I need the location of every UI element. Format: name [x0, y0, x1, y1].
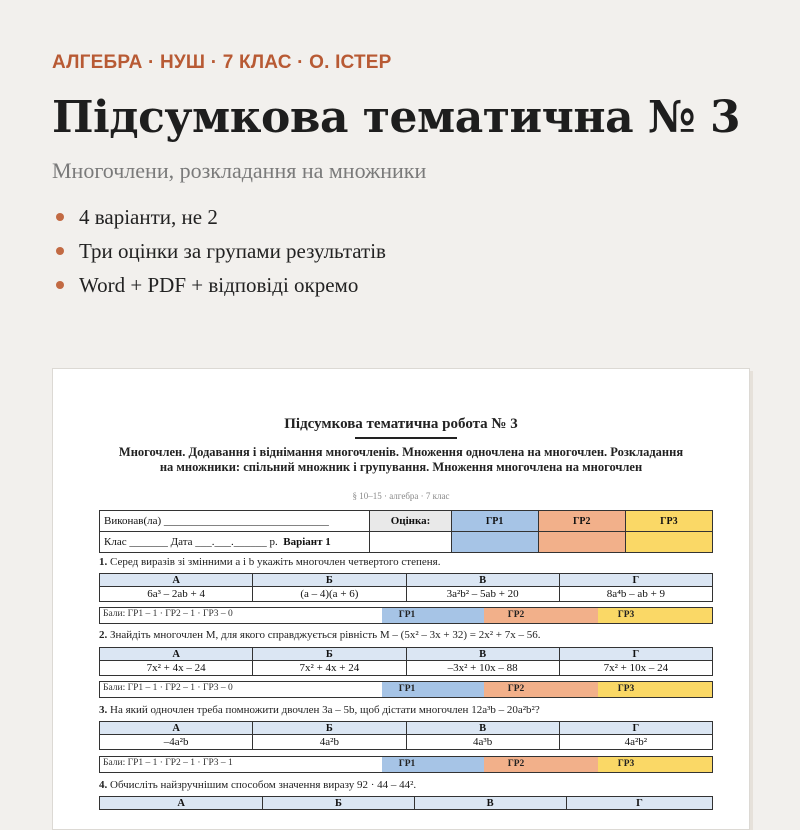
option-letter: А — [100, 797, 263, 810]
title-underline — [355, 437, 457, 439]
answer-option: 7x² + 10x – 24 — [559, 661, 712, 676]
grade-label: Оцінка: — [370, 511, 451, 532]
score-gr2: ГР2 — [484, 682, 548, 697]
answer-table-2 — [99, 647, 713, 676]
score-gr3: ГР3 — [598, 757, 654, 772]
answer-option: –4a²b — [100, 735, 253, 750]
option-letter: Б — [263, 797, 414, 810]
answer-table-4 — [99, 796, 713, 810]
group-2-grade-cell — [538, 532, 625, 553]
bullet-dot-icon — [56, 247, 64, 255]
option-letter: Г — [566, 797, 712, 810]
answer-option: 6a³ – 2ab + 4 — [100, 587, 253, 602]
worksheet-topics: Многочлен. Додавання і віднімання многочленів. Множення одночлена на многочлен. Розкладання на множники: спільний множник і групування. Множення многочлена на многочлен — [118, 445, 684, 474]
answer-option: 4a³b — [406, 735, 559, 750]
answer-option: (a – 4)(a + 6) — [253, 587, 406, 602]
answer-table-1 — [99, 573, 713, 602]
option-letter: Г — [559, 574, 712, 587]
feature-list — [52, 200, 386, 302]
score-row-1: Бали: ГР1 – 1 · ГР2 – 1 · ГР3 – 0 ГР1 ГР2 ГР3 — [99, 607, 713, 624]
question-1: 1. Серед виразів зі змінними a і b укажіть многочлен четвертого степеня. — [99, 556, 441, 568]
option-letter: В — [406, 574, 559, 587]
group-3-header: ГР3 — [625, 511, 712, 532]
question-3: 3. На який одночлен треба помножити двочлен 3a – 5b, щоб дістати многочлен 12a³b – 20a²b²? — [99, 704, 540, 716]
bullet-dot-icon — [56, 213, 64, 221]
answer-option: 7x² + 4x + 24 — [253, 661, 406, 676]
feature-item: Word + PDF + відповіді окремо — [52, 268, 386, 302]
option-letter: А — [100, 574, 253, 587]
score-gr3: ГР3 — [598, 608, 654, 623]
option-letter: Б — [253, 722, 406, 735]
score-gr2: ГР2 — [484, 608, 548, 623]
answer-option: 3a²b² – 5ab + 20 — [406, 587, 559, 602]
course-kicker: АЛГЕБРА · НУШ · 7 КЛАС · О. ІСТЕР — [52, 52, 392, 73]
option-letter: А — [100, 722, 253, 735]
worksheet-preview — [52, 368, 750, 830]
score-gr2: ГР2 — [484, 757, 548, 772]
option-letter: В — [406, 722, 559, 735]
answer-table-3 — [99, 721, 713, 750]
option-letter: Б — [253, 574, 406, 587]
score-row-3: Бали: ГР1 – 1 · ГР2 – 1 · ГР3 – 1 ГР1 ГР2 ГР3 — [99, 756, 713, 773]
class-date-field: Клас _______ Дата ___.___.______ р. Варіант 1 — [100, 532, 370, 553]
answer-option: –3x² + 10x – 88 — [406, 661, 559, 676]
score-gr1: ГР1 — [382, 682, 432, 697]
option-letter: Б — [253, 648, 406, 661]
option-letter: В — [414, 797, 566, 810]
feature-item: 4 варіанти, не 2 — [52, 200, 386, 234]
score-row-2: Бали: ГР1 – 1 · ГР2 – 1 · ГР3 – 0 ГР1 ГР2 ГР3 — [99, 681, 713, 698]
group-1-grade-cell — [451, 532, 538, 553]
option-letter: В — [406, 648, 559, 661]
feature-item: Три оцінки за групами результатів — [52, 234, 386, 268]
group-3-grade-cell — [625, 532, 712, 553]
worksheet-meta: § 10–15 · алгебра · 7 клас — [352, 491, 450, 501]
performer-field: Виконав(ла) ______________________________ — [100, 511, 370, 532]
student-header-table — [99, 510, 713, 553]
bullet-dot-icon — [56, 281, 64, 289]
worksheet-title: Підсумкова тематична робота № 3 — [284, 416, 518, 432]
score-gr3: ГР3 — [598, 682, 654, 697]
question-4: 4. Обчисліть найзручнішим способом значення виразу 92 · 44 – 44². — [99, 779, 417, 791]
answer-option: 4a²b — [253, 735, 406, 750]
group-1-header: ГР1 — [451, 511, 538, 532]
page-title: Підсумкова тематична № 3 — [52, 92, 741, 143]
grade-empty-cell — [370, 532, 451, 553]
score-gr1: ГР1 — [382, 757, 432, 772]
option-letter: Г — [559, 722, 712, 735]
answer-option: 8a⁴b – ab + 9 — [559, 587, 712, 602]
page-subtitle: Многочлени, розкладання на множники — [52, 158, 427, 183]
option-letter: Г — [559, 648, 712, 661]
answer-option: 7x² + 4x – 24 — [100, 661, 253, 676]
answer-option: 4a²b² — [559, 735, 712, 750]
question-2: 2. Знайдіть многочлен M, для якого справджується рівність M – (5x² – 3x + 32) = 2x² + 7x – 56. — [99, 629, 541, 641]
score-gr1: ГР1 — [382, 608, 432, 623]
option-letter: А — [100, 648, 253, 661]
variant-label: Варіант 1 — [283, 536, 331, 548]
group-2-header: ГР2 — [538, 511, 625, 532]
